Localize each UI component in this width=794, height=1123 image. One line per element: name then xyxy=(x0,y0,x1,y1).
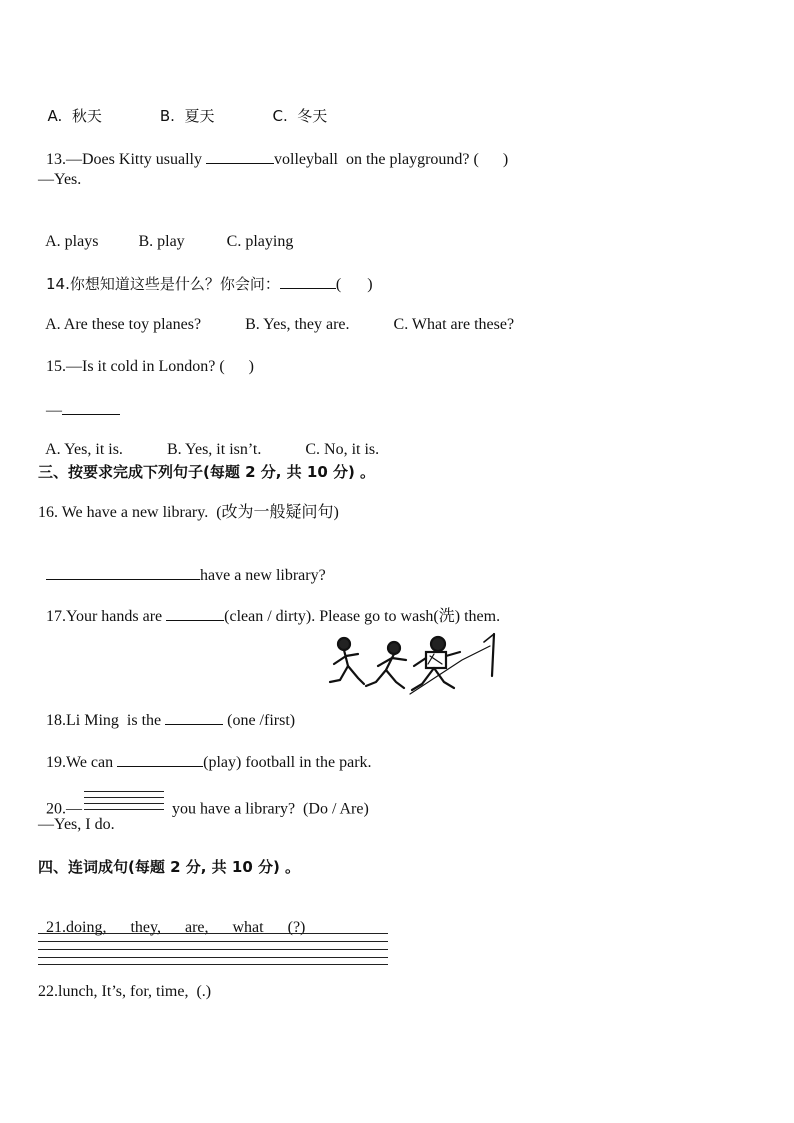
section-4-heading: 四、连词成句(每题 2 分, 共 10 分) 。 xyxy=(38,858,301,876)
q21-word-5: (?) xyxy=(287,919,306,936)
q15-answer-prefix: — xyxy=(46,402,62,419)
q19-suffix: (play) football in the park. xyxy=(203,754,372,771)
q17-prefix: 17.Your hands are xyxy=(46,608,167,625)
section-3-heading: 三、按要求完成下列句子(每题 2 分, 共 10 分) 。 xyxy=(38,463,376,481)
q14-option-c: C. What are these? xyxy=(393,316,515,333)
q14-close: ) xyxy=(367,276,373,293)
q21-writing-line-3[interactable] xyxy=(38,949,388,950)
q21-writing-line-2[interactable] xyxy=(38,941,388,942)
q15-options xyxy=(38,420,379,460)
q13-close: ) xyxy=(502,151,509,168)
running-race-illustration xyxy=(322,630,502,702)
q13-prefix: 13.—Does Kitty usually xyxy=(46,151,206,168)
q14-option-a: A. Are these toy planes? xyxy=(45,316,202,333)
q21-writing-line-4[interactable] xyxy=(38,957,388,958)
q21-writing-line-1[interactable] xyxy=(38,933,388,934)
q18-question xyxy=(38,690,295,731)
q21-word-4: what xyxy=(232,919,264,936)
q16-answer-suffix: have a new library? xyxy=(200,567,326,584)
runner-1-head xyxy=(338,638,350,650)
q15-text: 15.—Is it cold in London? ( xyxy=(46,358,225,375)
q12-options xyxy=(38,86,327,126)
q13-option-a: A. plays xyxy=(45,233,99,250)
q21-word-3: are, xyxy=(184,919,209,936)
q18-blank[interactable] xyxy=(165,710,223,725)
q21-word-2: they, xyxy=(130,919,161,936)
q14-prefix: 14.你想知道这些是什么？你会问： xyxy=(46,275,280,293)
q15-answer xyxy=(38,380,120,421)
q14-options xyxy=(38,295,514,335)
q15-close: ) xyxy=(248,358,254,375)
q18-suffix: (one /first) xyxy=(223,712,296,729)
q13-option-b: B. play xyxy=(138,233,185,250)
q21-word-1: doing, xyxy=(66,919,107,936)
q15-option-c: C. No, it is. xyxy=(305,441,380,458)
q17-question xyxy=(38,586,500,627)
q12-option-b: B. 夏天 xyxy=(159,107,215,125)
q20-prefix: 20.— xyxy=(46,800,82,818)
q19-question xyxy=(38,732,372,773)
q18-prefix: 18.Li Ming is the xyxy=(46,712,166,729)
q12-option-a: A. 秋天 xyxy=(47,107,102,125)
q21-number: 21. xyxy=(46,919,66,936)
q14-blank[interactable] xyxy=(280,274,336,289)
q15-blank[interactable] xyxy=(62,400,120,415)
q13-blank[interactable] xyxy=(206,149,274,164)
runner-2-head xyxy=(388,642,400,654)
q19-blank[interactable] xyxy=(117,752,203,767)
q14-open: ( xyxy=(335,276,342,293)
q20-answer: —Yes, I do. xyxy=(38,816,115,833)
q13-option-c: C. playing xyxy=(226,233,294,250)
q20-suffix: you have a library? (Do / Are) xyxy=(172,800,369,818)
q17-blank[interactable] xyxy=(166,606,224,621)
q21-writing-line-5[interactable] xyxy=(38,964,388,965)
q16-blank[interactable] xyxy=(46,565,200,580)
q14-option-b: B. Yes, they are. xyxy=(245,316,350,333)
runner-3-head xyxy=(431,637,445,651)
q16-answer xyxy=(38,545,326,586)
q21-question xyxy=(38,898,305,938)
q14-question xyxy=(38,254,373,295)
q15-question xyxy=(38,337,254,377)
q15-option-a: A. Yes, it is. xyxy=(45,441,123,458)
q13-options xyxy=(38,212,293,252)
q19-prefix: 19.We can xyxy=(46,754,118,771)
q15-option-b: B. Yes, it isn’t. xyxy=(166,441,262,458)
q13-answer: —Yes. xyxy=(38,171,82,188)
q13-question xyxy=(38,129,508,170)
q13-suffix: volleyball on the playground? ( xyxy=(274,151,479,168)
q17-suffix: (clean / dirty). Please go to wash(洗) them. xyxy=(224,608,501,625)
q16-question: 16. We have a new library. (改为一般疑问句) xyxy=(38,504,339,521)
q22-question: 22.lunch, It’s, for, time, (.) xyxy=(38,983,212,1000)
q12-option-c: C. 冬天 xyxy=(272,107,328,125)
